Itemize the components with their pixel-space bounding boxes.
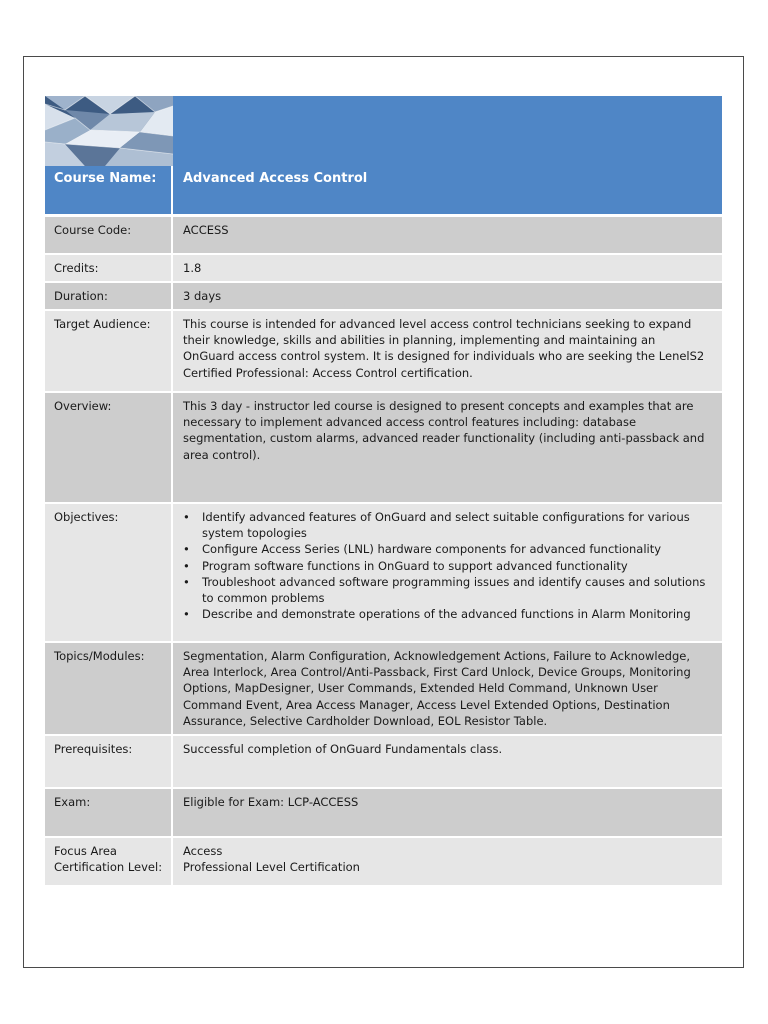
prerequisites-row xyxy=(45,736,722,789)
prerequisites-label: Prerequisites: xyxy=(45,736,173,787)
objective-item: • Describe and demonstrate operations of the advanced functions in Alarm Monitoring xyxy=(183,606,710,622)
crystal-logo-image xyxy=(45,96,173,166)
duration-row xyxy=(45,283,722,311)
topics-modules-label: Topics/Modules: xyxy=(45,643,173,734)
credits-row xyxy=(45,255,722,283)
certification-level-value-text: Professional Level Certification xyxy=(183,860,360,875)
certification-level-row xyxy=(45,838,722,885)
topics-modules-row xyxy=(45,643,722,736)
objective-item: • Program software functions in OnGuard to support advanced functionality xyxy=(183,558,710,574)
credits-label: Credits: xyxy=(45,255,173,281)
objective-item: • Identify advanced features of OnGuard and select suitable configurations for various system topologies xyxy=(183,509,710,541)
certification-level-label-text: Certification Level: xyxy=(54,860,163,875)
duration-label: Duration: xyxy=(45,283,173,309)
objectives-list xyxy=(183,509,710,622)
objective-item: • Configure Access Series (LNL) hardware components for advanced functionality xyxy=(183,541,710,557)
target-audience-value: This course is intended for advanced level access control technicians seeking to expand their knowledge, skills and abilities in planning, implementing and maintaining an OnGuard access control system. It is designed for individuals who are seeking the LenelS2 Certified Professional: Access Control certification. xyxy=(183,317,705,380)
certification-level-value xyxy=(173,838,722,885)
exam-label: Exam: xyxy=(45,789,173,836)
overview-value: This 3 day - instructor led course is designed to present concepts and examples that are necessary to implement advanced access control features including: database segmentation, custom alarms, advanced reader functionality (including anti-passback and area control). xyxy=(183,399,705,462)
course-name-label: Course Name: xyxy=(45,166,173,214)
objectives-value xyxy=(173,504,722,641)
credits-value: 1.8 xyxy=(183,261,202,275)
course-code-row xyxy=(45,217,722,255)
objectives-row xyxy=(45,504,722,643)
prerequisites-value: Successful completion of OnGuard Fundamentals class. xyxy=(183,742,503,756)
topics-modules-value: Segmentation, Alarm Configuration, Acknowledgement Actions, Failure to Acknowledge, Area Interlock, Area Control/Anti-Passback, First Card Unlock, Device Groups, Monitoring Options, MapDesigner, User Commands, Extended Held Command, Unknown User Command Event, Area Access Manager, Access Level Extended Options, Destination Assurance, Selective Cardholder Download, EOL Resistor Table. xyxy=(183,649,691,728)
target-audience-label: Target Audience: xyxy=(45,311,173,391)
overview-label: Overview: xyxy=(45,393,173,502)
exam-row xyxy=(45,789,722,838)
objectives-label: Objectives: xyxy=(45,504,173,641)
course-name-row xyxy=(45,166,722,217)
certification-level-label xyxy=(45,838,173,885)
course-code-label: Course Code: xyxy=(45,217,173,253)
header-banner xyxy=(45,96,722,166)
course-name-value: Advanced Access Control xyxy=(183,171,368,186)
focus-area-label: Focus Area xyxy=(54,844,117,858)
course-sheet xyxy=(45,96,722,885)
objective-item: • Troubleshoot advanced software programming issues and identify causes and solutions to common problems xyxy=(183,574,710,606)
course-code-value: ACCESS xyxy=(183,223,229,237)
overview-row xyxy=(45,393,722,504)
exam-value: Eligible for Exam: LCP-ACCESS xyxy=(183,795,359,809)
duration-value: 3 days xyxy=(183,289,222,303)
focus-area-value: Access xyxy=(183,844,223,858)
target-audience-row xyxy=(45,311,722,393)
